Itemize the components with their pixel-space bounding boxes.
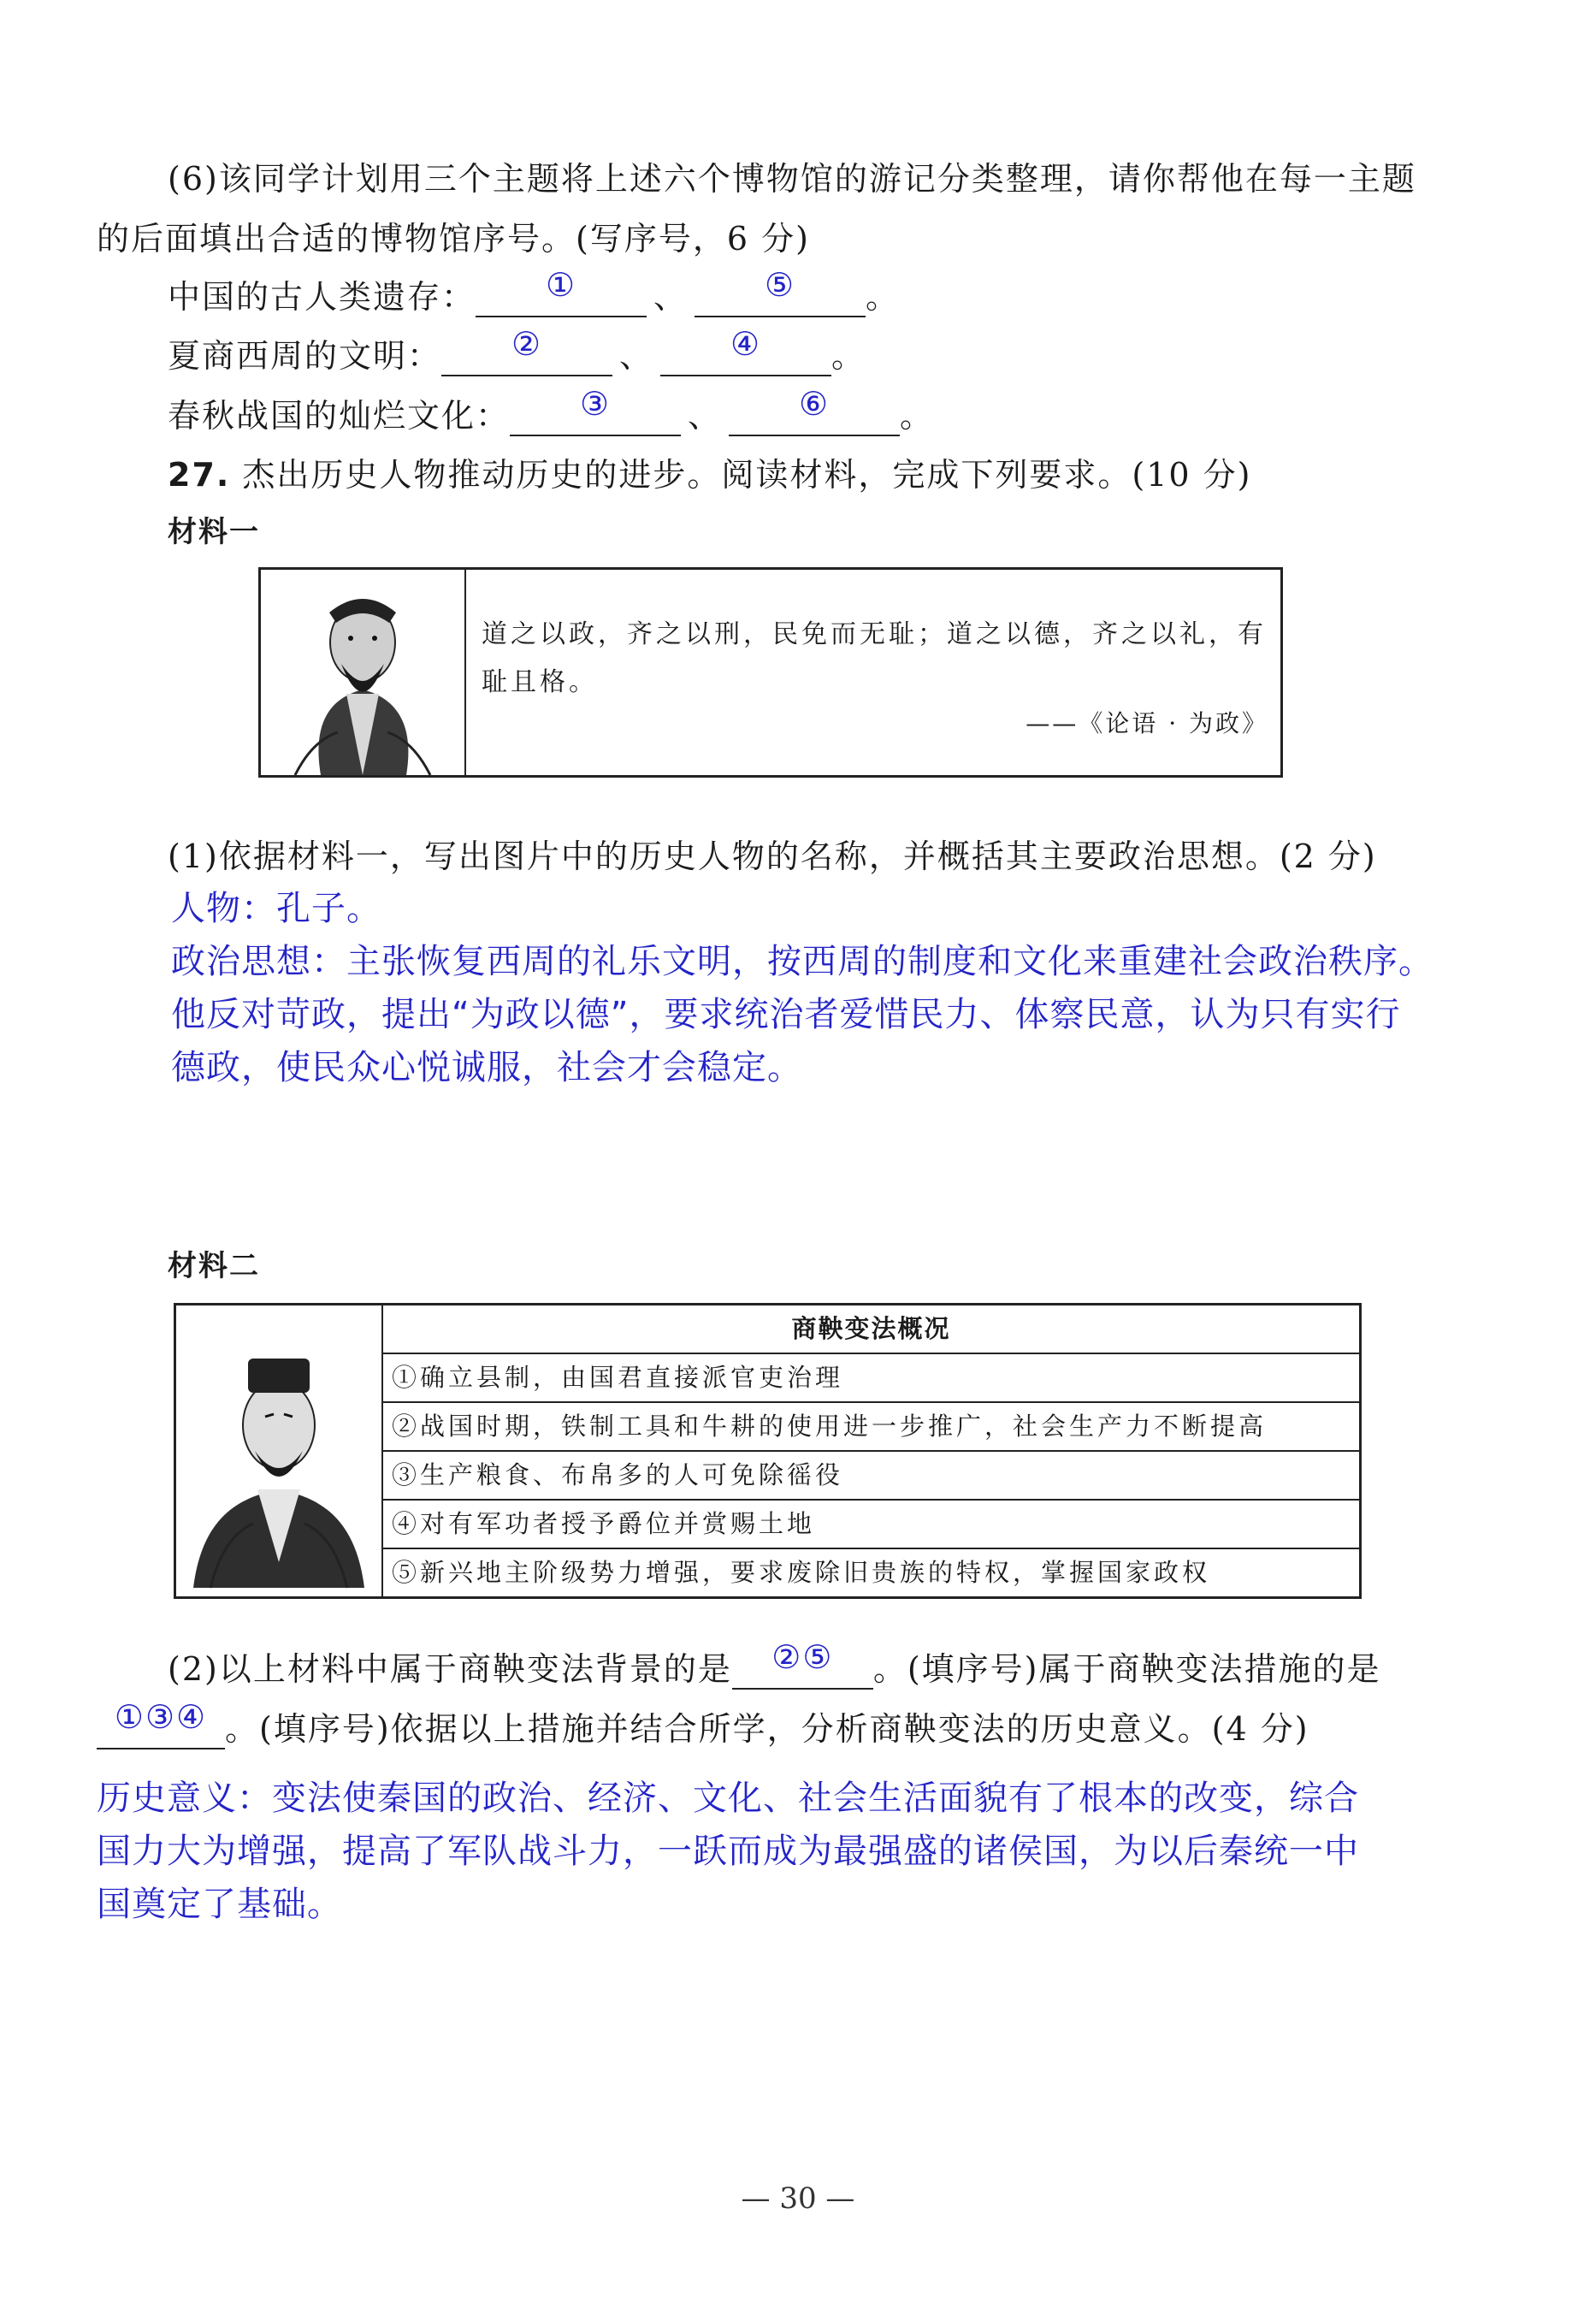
sub2-part2: 。(填序号)属于商鞅变法措施的是 bbox=[872, 1650, 1381, 1688]
shang-yang-illustration bbox=[176, 1305, 381, 1596]
table-row: ⑤新兴地主阶级势力增强，要求废除旧贵族的特权，掌握国家政权 bbox=[392, 1558, 1211, 1587]
answer-blank[interactable] bbox=[729, 385, 900, 436]
table-row: ①确立县制，由国君直接派官吏治理 bbox=[383, 1354, 1359, 1403]
answer-blank[interactable] bbox=[660, 325, 831, 376]
sub2-answer-line-2: 国力大为增强，提高了军队战斗力，一跃而成为最强盛的诸侯国，为以后秦统一中 bbox=[97, 1832, 1359, 1871]
answer-value: ① bbox=[545, 266, 577, 304]
material2-title: 材料二 bbox=[168, 1249, 260, 1283]
material1-source: ——《论语 · 为政》 bbox=[1026, 709, 1268, 737]
q6-line1: (6)该同学计划用三个主题将上述六个博物馆的游记分类整理，请你帮他在每一主题 bbox=[168, 160, 1416, 198]
question-number: 27. bbox=[168, 456, 231, 494]
sub2-question-line2 bbox=[97, 1698, 1309, 1749]
q6-row-3 bbox=[168, 385, 935, 436]
sub2-question-line1 bbox=[168, 1638, 1381, 1690]
confucius-portrait bbox=[261, 570, 466, 775]
separator: 、 bbox=[619, 337, 654, 375]
sub1-answer-line-2: 他反对苛政，提出“为政以德”，要求统治者爱惜民力、体察民意，认为只有实行 bbox=[171, 995, 1401, 1034]
q27-stem bbox=[168, 448, 1252, 495]
answer-value: ② bbox=[511, 325, 543, 363]
question-text: 杰出历史人物推动历史的进步。阅读材料，完成下列要求。(10 分) bbox=[242, 456, 1252, 494]
measures-blank[interactable] bbox=[97, 1698, 225, 1749]
answer-value: ③ bbox=[579, 385, 612, 423]
material1-quote: 道之以政，齐之以刑，民免而无耻；道之以德，齐之以礼，有耻且格。 bbox=[482, 619, 1267, 697]
answer-blank[interactable] bbox=[695, 266, 866, 317]
answer-value: ⑥ bbox=[798, 385, 831, 423]
sub2-part1: (2)以上材料中属于商鞅变法背景的是 bbox=[168, 1650, 732, 1688]
sub1-answer-line-3: 德政，使民众心悦诚服，社会才会稳定。 bbox=[171, 1048, 802, 1087]
reform-table bbox=[383, 1305, 1359, 1598]
page-number: — 30 — bbox=[741, 2182, 855, 2216]
material1-box bbox=[258, 567, 1283, 778]
row-label: 中国的古人类遗存： bbox=[168, 278, 476, 316]
answer-value: ④ bbox=[730, 325, 762, 363]
table-row: ②战国时期，铁制工具和牛耕的使用进一步推广，社会生产力不断提高 bbox=[383, 1403, 1359, 1452]
q6-row-1 bbox=[168, 266, 901, 317]
period: 。 bbox=[900, 397, 935, 435]
answer-blank[interactable] bbox=[476, 266, 647, 317]
answer-value: ⑤ bbox=[764, 266, 796, 304]
row-label: 夏商西周的文明： bbox=[168, 337, 442, 375]
background-answer: ②⑤ bbox=[771, 1638, 834, 1676]
material2-box bbox=[174, 1303, 1362, 1599]
shang-yang-portrait bbox=[176, 1305, 383, 1596]
table-title: 商鞅变法概况 bbox=[383, 1305, 1359, 1354]
sub2-answer-line-1: 历史意义：变法使秦国的政治、经济、文化、社会生活面貌有了根本的改变，综合 bbox=[97, 1779, 1359, 1818]
material1-title: 材料一 bbox=[168, 515, 260, 549]
separator: 、 bbox=[688, 397, 723, 435]
measures-answer: ①③④ bbox=[114, 1698, 208, 1736]
table-row: ③生产粮食、布帛多的人可免除徭役 bbox=[383, 1452, 1359, 1501]
period: 。 bbox=[831, 337, 866, 375]
q6-row-2 bbox=[168, 325, 866, 376]
answer-blank[interactable] bbox=[441, 325, 612, 376]
q6-line2: 的后面填出合适的博物馆序号。(写序号，6 分) bbox=[97, 220, 810, 258]
period: 。 bbox=[866, 278, 901, 316]
separator: 、 bbox=[653, 278, 689, 316]
sub2-part3: 。(填序号)依据以上措施并结合所学，分析商鞅变法的历史意义。(4 分) bbox=[225, 1710, 1309, 1748]
sub1-answer-line-1: 政治思想：主张恢复西周的礼乐文明，按西周的制度和文化来重建社会政治秩序。 bbox=[171, 942, 1433, 981]
sub1-answer-person: 人物：孔子。 bbox=[171, 889, 381, 928]
row-label: 春秋战国的灿烂文化： bbox=[168, 397, 511, 435]
table-row: ④对有军功者授予爵位并赏赐土地 bbox=[383, 1501, 1359, 1549]
sub2-answer-line-3: 国奠定了基础。 bbox=[97, 1885, 342, 1924]
sub1-question: (1)依据材料一，写出图片中的历史人物的名称，并概括其主要政治思想。(2 分) bbox=[168, 838, 1377, 875]
confucius-illustration bbox=[261, 570, 464, 775]
answer-blank[interactable] bbox=[510, 385, 681, 436]
background-blank[interactable] bbox=[732, 1638, 873, 1690]
